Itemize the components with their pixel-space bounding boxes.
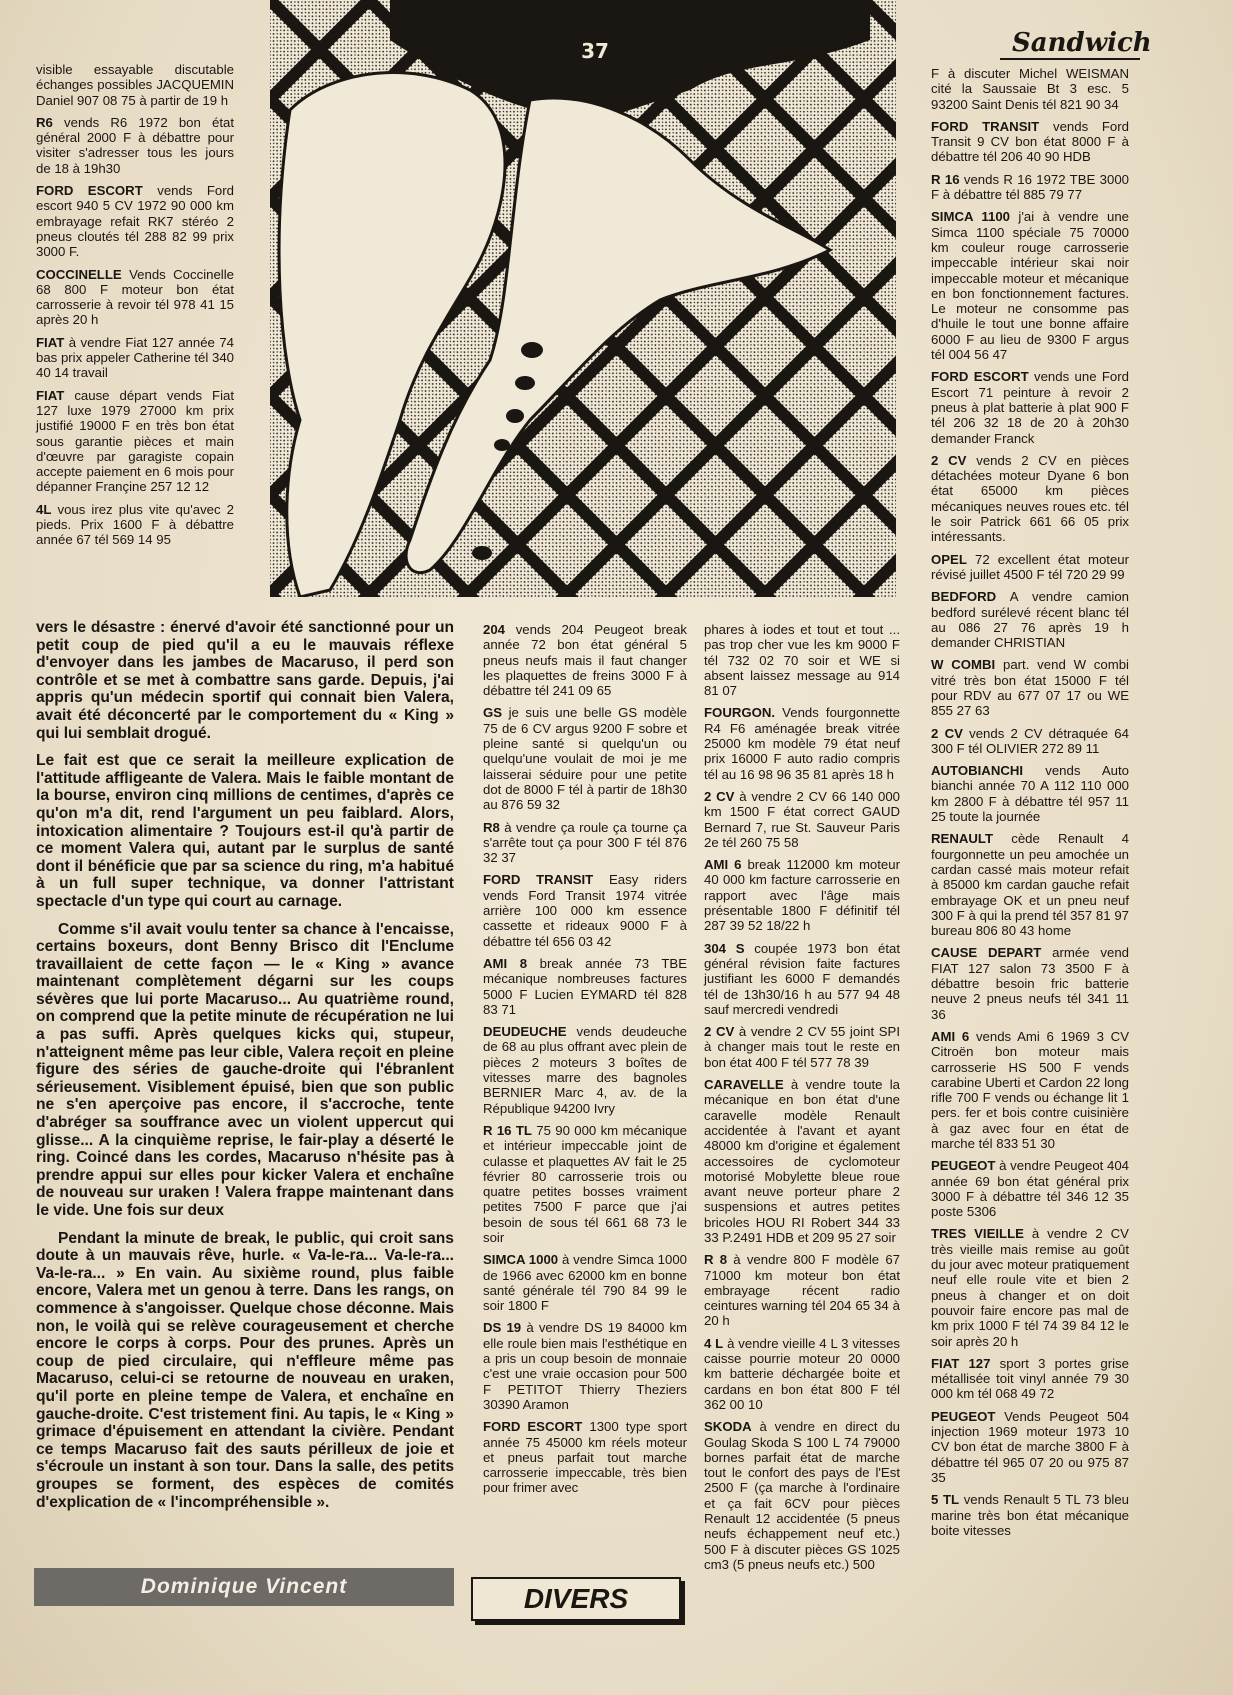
classified-ad-text: à vendre 800 F modèle 67 71000 km moteur bon état embrayage récent radio ceintures warning tél 204 65 34 à 20 h <box>704 1252 900 1329</box>
classified-ad-text: vends Ami 6 1969 3 CV Citroën bon moteur mais carrosserie HS 500 F vends carabine Uberti et Cardon 22 long rifle 700 F vends ou échange lit 1 pers. fer et bois contre cuisinière à gaz avec four en état de marche tél 833 51 30 <box>931 1028 1129 1151</box>
classified-ad <box>36 183 234 259</box>
classified-ad <box>704 622 900 698</box>
classified-ad-heading: 304 S <box>704 940 745 956</box>
classified-ad-text: phares à iodes et tout et tout ... pas trop cher vue les km 9000 F tél 732 02 70 soir et WE si absent laissez message au 914 81 07 <box>704 622 900 699</box>
classified-ad <box>36 388 234 495</box>
classified-ad-heading: DS 19 <box>483 1320 522 1336</box>
classified-ad-heading: FOURGON. <box>704 705 776 721</box>
classified-ad-heading: AUTOBIANCHI <box>931 763 1024 779</box>
classified-ad-text: vends Ford Transit 9 CV bon état 8000 F à débattre tél 206 40 90 HDB <box>931 118 1129 165</box>
classified-ad-heading: FIAT <box>36 387 65 403</box>
classified-ad-text: vends une Ford Escort 71 peinture à revoir 2 pneus à plat batterie à plat 900 F tél 206 32 18 de 20 à 20h30 demander Franck <box>931 369 1129 446</box>
classifieds-column-4 <box>704 622 900 1579</box>
classified-ad-text: vends 2 CV détraquée 64 300 F tél OLIVIER 272 89 11 <box>931 725 1129 756</box>
classified-ad-heading: W COMBI <box>931 657 996 673</box>
classified-ad <box>931 209 1129 362</box>
classified-ad-heading: FORD ESCORT <box>931 369 1029 385</box>
classified-ad-heading: FORD TRANSIT <box>483 872 594 888</box>
classified-ad-heading: 4L <box>36 501 52 517</box>
classified-ad <box>931 1492 1129 1538</box>
classified-ad <box>36 502 234 548</box>
divers-section-heading: DIVERS <box>471 1577 681 1621</box>
classified-ad-text: à vendre 2 CV 55 joint SPI à changer mais tout le reste en bon état 400 F tél 577 78 39 <box>704 1024 900 1070</box>
article-paragraph: Le fait est que ce serait la meilleure explication de l'attitude affligeante de Valera. Mais le faible montant de la bourse, environ cinq millions de centimes, d'après ce qu'on m'a dit, rend l'argument un peu faiblard. Alors, intoxication alimentaire ? Toujours est-il qu'à partir de ce moment Valera qui, autant par le surplus de santé dont il bénéficie que par sa science du ring, m'a habitué à un full super technique, va donner l'attristant spectacle d'un type qui court au carnage. <box>36 752 454 910</box>
classifieds-column-5 <box>931 66 1129 1545</box>
classified-ad <box>931 589 1129 650</box>
classified-ad <box>36 115 234 176</box>
classified-ad-heading: 2 CV <box>704 788 735 804</box>
classified-ad-heading: AMI 6 <box>704 857 742 873</box>
classified-ad <box>931 1158 1129 1219</box>
classified-ad-heading: R6 <box>36 114 53 130</box>
classified-ad <box>931 763 1129 824</box>
classified-ad-text: à vendre Simca 1000 de 1966 avec 62000 km en bonne santé générale tél 790 84 99 le soir 1800 F <box>483 1252 688 1314</box>
toenail <box>521 342 543 358</box>
classified-ad-text: cède Renault 4 fourgonnette un peu amochée un cardan cassé mais moteur refait à 85000 km cardan gauche refait embrayage OK et un pneu neuf 300 F à qui la prend tél 357 81 97 bureau 806 80 43 home <box>931 831 1129 939</box>
classified-ad-heading: SKODA <box>704 1419 752 1435</box>
classified-ad-text: Vends Coccinelle 68 800 F moteur bon état carrosserie à revoir tél 978 41 15 après 20 h <box>36 266 234 328</box>
classified-ad-text: à vendre vieille 4 L 3 vitesses caisse pourrie moteur 20 0000 km batterie déchargée boite et cardans en bon état 800 F tél 362 00 10 <box>704 1335 900 1412</box>
toenail <box>515 376 535 390</box>
article-paragraph: Pendant la minute de break, le public, qui croit sans doute à un mauvais rêve, hurle. « Va-le-ra... Va-le-ra... Va-le-ra... » En vain. Au sixième round, plus faible encore, Valera met un genou à terre. Dans les rangs, on commence à s'angoisser. Quelque chose déconne. Mais non, le voilà qui se relève courageusement et cherche encore le corps à corps. Pour des prunes. Après un coup de pied circulaire, qui n'effleure même pas Macaruso, celui-ci se retourne de nouveau en uraken, qu'il porte en pleine tempe de Valera, et enchaîne en gauche-droite. C'est tristement fini. Au tapis, le « King » grimace d'épuisement en attendant la civière. Pendant ce temps Macaruso fait des sauts périlleux de joie et s'écroule un instant à son tour. Dans la salle, des petits groupes se forment, des espèces de comités d'explication de « l'incompréhensible ». <box>36 1229 454 1511</box>
classified-ad-text: Vends fourgonnette R4 F6 aménagée break vitrée 25000 km modèle 79 état neuf prix 16000 F auto radio compris tél au 16 98 96 35 81 après 18 h <box>704 705 900 782</box>
classified-ad-heading: AMI 8 <box>483 955 528 971</box>
classified-ad <box>931 726 1129 757</box>
classified-ad <box>483 622 687 698</box>
classified-ad-heading: 2 CV <box>704 1024 735 1040</box>
classified-ad-heading: 4 L <box>704 1335 724 1351</box>
classified-ad <box>931 945 1129 1021</box>
classified-ad <box>931 657 1129 718</box>
classified-ad <box>483 705 687 812</box>
classified-ad-text: cause départ vends Fiat 127 luxe 1979 27000 km prix justifié 19000 F en très bon état sous garantie pièces et main d'œuvre par garagiste copain accepte paiement en 6 mois pour dépanner Françine 257 12 12 <box>36 387 234 495</box>
classified-ad-heading: CAUSE DEPART <box>931 945 1042 961</box>
classified-ad-text: 72 excellent état moteur révisé juillet 4500 F tél 720 29 99 <box>931 551 1130 582</box>
article-paragraph: vers le désastre : énervé d'avoir été sanctionné pour un petit coup de pied qu'il a eu le mauvais réflexe d'envoyer dans les jambes de Macaruso, il perd son contrôle et se met à combattre sans garde. Depuis, j'ai appris qu'un médecin sportif qui connait bien Valera, avait été déconcerté par le comportement du « King » qui lui semblait drogué. <box>36 619 454 742</box>
classified-ad-heading: 2 CV <box>931 725 963 741</box>
classified-ad <box>483 1252 687 1313</box>
classified-ad <box>483 1320 687 1412</box>
classified-ad <box>483 1419 687 1495</box>
classifieds-column-1 <box>36 62 234 555</box>
classified-ad <box>704 1024 900 1070</box>
author-byline: Dominique Vincent <box>34 1568 454 1606</box>
classified-ad-heading: TRES VIEILLE <box>931 1226 1024 1242</box>
classified-ad-text: vends Renault 5 TL 73 bleu marine très bon état mécanique boite vitesses <box>931 1492 1130 1538</box>
classified-ad-heading: 5 TL <box>931 1492 960 1508</box>
classified-ad <box>704 789 900 850</box>
classified-ad-text: vous irez plus vite qu'avec 2 pieds. Prix 1600 F à débattre année 67 tél 569 14 95 <box>36 501 235 548</box>
classified-ad <box>36 62 234 108</box>
classified-ad-heading: R 8 <box>704 1252 728 1268</box>
classified-ad-text: vends R 16 1972 TBE 3000 F à débattre tél 885 79 77 <box>931 171 1129 203</box>
classified-ad <box>931 119 1129 165</box>
classified-ad-heading: R 16 <box>931 171 960 187</box>
classified-ad-heading: FORD TRANSIT <box>931 118 1040 134</box>
classified-ad-text: je suis une belle GS modèle 75 de 6 CV argus 9200 F sobre et pleine santé si quelqu'un ou quelqu'une voulait de moi je me laisserai séduire pour une petite dot de 8000 F tél à partir de 18h30 au 876 59 32 <box>483 705 687 813</box>
classified-ad <box>483 872 687 948</box>
classified-ad <box>704 941 900 1017</box>
classified-ad-text: visible essayable discutable échanges possibles JACQUEMIN Daniel 907 08 75 à partir de 19 h <box>36 62 234 108</box>
classified-ad-heading: SIMCA 1000 <box>483 1252 559 1268</box>
classified-ad <box>931 831 1129 938</box>
classified-ad-text: part. vend W combi vitré très bon état 15000 F tél pour RDV au 677 07 17 ou WE 855 27 63 <box>931 657 1129 719</box>
classified-ad <box>931 1029 1129 1151</box>
classified-ad-heading: 2 CV <box>931 452 967 468</box>
classified-ad-heading: FORD ESCORT <box>483 1419 583 1435</box>
classified-ad <box>931 1356 1129 1402</box>
classifieds-column-3 <box>483 622 687 1503</box>
classified-ad-text: 75 90 000 km mécanique et intérieur impeccable joint de culasse et plaquettes AV fait le 25 février 80 carrosserie trois ou quatre petites bosses vraiment petites 7500 F parce que j'ai besoin de sous tél 661 68 73 le soir <box>483 1122 687 1245</box>
classified-ad-heading: R8 <box>483 819 500 835</box>
classified-ad <box>931 369 1129 445</box>
classified-ad-text: vends 204 Peugeot break année 72 bon état général 5 pneus neufs mais il faut changer les plaquettes de freins 3000 F à débattre tél 241 09 65 <box>483 622 687 699</box>
classified-ad-text: à vendre en direct du Goulag Skoda S 100 L 74 79000 bornes parfait état de marche tout le confort des pays de l'Est 2500 F (ça marche à l'ordinaire et ça fait 6CV pour pièces Renault 12 accidentée (5 pneus neufs échappement neuf etc.) 500 F à discuter pièces GS 1025 cm3 (5 pneus neufs etc.) 500 <box>704 1419 900 1572</box>
classified-ad-text: à vendre 2 CV 66 140 000 km 1500 F état correct GAUD Bernard 7, rue St. Sauveur Paris 2e tél 260 75 58 <box>704 788 900 850</box>
classified-ad-text: vends R6 1972 bon état général 2000 F à débattre pour visiter s'adresser tous les jours de 18 à 19h30 <box>36 114 234 176</box>
classified-ad <box>704 1336 900 1412</box>
toenail <box>506 409 524 423</box>
article-body <box>36 619 454 1521</box>
classified-ad <box>483 1123 687 1245</box>
classified-ad-text: Vends Peugeot 504 injection 1969 moteur 1973 10 CV bon état de marche 3800 F à débattre tél 965 07 20 ou 975 87 35 <box>931 1408 1129 1485</box>
classified-ad-heading: SIMCA 1100 <box>931 209 1011 225</box>
classified-ad-heading: COCCINELLE <box>36 266 122 282</box>
classified-ad-heading: OPEL <box>931 551 967 567</box>
classified-ad-text: j'ai à vendre une Simca 1100 spéciale 75 70000 km couleur rouge carrosserie impeccable intérieur skai noir impeccable moteur et mécanique en bon fonctionnement factures. Le moteur ne consomme pas d'huile le tout une bonne affaire 6000 F au lieu de 9300 F argus tél 004 56 47 <box>931 209 1129 363</box>
classified-ad <box>931 1409 1129 1485</box>
classified-ad-heading: RENAULT <box>931 831 994 847</box>
classified-ad <box>931 552 1129 583</box>
section-tag-underline <box>1000 58 1140 60</box>
illustration-foot-on-tiles <box>270 0 896 597</box>
classified-ad <box>931 453 1129 545</box>
classified-ad-heading: FIAT 127 <box>931 1355 991 1371</box>
classified-ad <box>931 172 1129 203</box>
classified-ad <box>704 1419 900 1572</box>
classified-ad-text: F à discuter Michel WEISMAN cité la Saussaie Bt 3 esc. 5 93200 Saint Denis tél 821 90 34 <box>931 66 1129 112</box>
classified-ad <box>704 705 900 781</box>
page-number: 37 <box>575 36 615 66</box>
classified-ad-text: à vendre toute la mécanique en bon état d'une caravelle modèle Renault accidentée à l'avant et ayant 48000 km d'origine et également accessoires de cyclomoteur motorisé Mobylette bleue roue avant neuve porteur phare 2 suspensions et autres petites bricoles HOU RI Robert 344 33 33 P.2491 HDB et 209 95 27 soir <box>704 1077 900 1245</box>
classified-ad-text: à vendre Fiat 127 année 74 bas prix appeler Catherine tél 340 40 14 travail <box>36 334 234 381</box>
classified-ad-text: A vendre camion bedford surélevé récent blanc tél au 086 27 76 après 19 h demander CHRISTIAN <box>931 589 1130 651</box>
classified-ad <box>483 820 687 866</box>
classified-ad <box>704 1252 900 1328</box>
article-paragraph: Comme s'il avait voulu tenter sa chance à l'encaisse, certains boxeurs, dont Benny Brisco dit l'Enclume travaillaient de cette façon — le « King » avance maintenant complètement dégarni sur les coups sévères que lui porte Macaruso... Au quatrième round, on comprend que la petite minute de récupération ne lui a pas suffi. Après quelques kicks qui, stupeur, n'atteignent même pas leur cible, Valera reçoit en pleine figure des séries de gauche-droite qui l'ébranlent sérieusement. Visiblement épuisé, bien que son public ne s'en aperçoive pas encore, il s'accroche, tente d'abréger sa souffrance avec un violent uppercut qui glisse... A la cinquième reprise, le fair-play a déserté le ring. Coincé dans les cordes, Macaruso n'hésite pas à prendre appui sur elles pour kicker Valera et enchaîne de nouveau sur uraken ! Valera frappe maintenant dans le vide. Une fois sur deux <box>36 920 454 1219</box>
classified-ad-text: break 112000 km moteur 40 000 km facture carrosserie en rapport avec l'âge mais présentable 1800 F définitif tél 287 39 52 18/22 h <box>704 857 900 934</box>
classified-ad-text: armée vend FIAT 127 salon 73 3500 F à débattre besoin fric batterie neuve 2 pneus neufs tél 341 11 36 <box>931 945 1129 1022</box>
classified-ad-text: à vendre 2 CV très vieille mais remise au goût du jour avec moteur pratiquement neuf elle roule vite et bien 2 pneus à changer et on doit pouvoir faire encore pas mal de km prix 1000 F tél 74 39 84 12 le soir après 20 h <box>931 1226 1129 1349</box>
classified-ad <box>931 1226 1129 1348</box>
classified-ad <box>931 66 1129 112</box>
classified-ad-text: à vendre ça roule ça tourne ça s'arrête tout ça pour 300 F tél 876 32 37 <box>483 819 687 866</box>
classified-ad-heading: AMI 6 <box>931 1028 970 1044</box>
classified-ad-heading: PEUGEOT <box>931 1158 996 1174</box>
classified-ad-text: à vendre DS 19 84000 km elle roule bien mais l'esthétique en a pris un coup besoin de monnaie c'est une vraie occasion pour 500 F PETITOT Thierry Theziers 30390 Aramon <box>483 1320 688 1412</box>
classified-ad <box>36 267 234 328</box>
classified-ad-heading: GS <box>483 705 503 721</box>
classified-ad-text: break année 73 TBE mécanique nombreuses factures 5000 F Lucien EYMARD tél 828 83 71 <box>483 955 688 1017</box>
classified-ad <box>483 1024 687 1116</box>
classified-ad-heading: DEUDEUCHE <box>483 1024 567 1040</box>
classified-ad-heading: FORD ESCORT <box>36 183 143 199</box>
classified-ad-heading: BEDFORD <box>931 589 997 605</box>
classified-ad-text: 1300 type sport année 75 45000 km réels moteur et pneus parfait tout marche carrosserie impeccable, très bien pour frimer avec <box>483 1419 687 1496</box>
classified-ad-text: vends deudeuche de 68 au plus offrant avec plein de pièces 2 moteurs 3 boîtes de vitesses marre des bagnoles BERNIER Marc 4, av. de la République 94200 Ivry <box>483 1024 687 1116</box>
classified-ad-heading: CARAVELLE <box>704 1077 784 1093</box>
classified-ad-text: sport 3 portes grise métallisée toit vinyl année 79 30 000 km tél 068 49 72 <box>931 1355 1129 1402</box>
section-tag: Sandwich <box>1012 28 1152 58</box>
toenail <box>472 546 492 560</box>
classified-ad-text: vends 2 CV en pièces détachées moteur Dyane 6 bon état 65000 km pièces mécaniques neuves roues etc. tél le soir Patrick 661 66 05 prix intéressants. <box>931 452 1129 545</box>
classified-ad-heading: 204 <box>483 622 506 637</box>
classified-ad-heading: PEUGEOT <box>931 1408 996 1424</box>
classified-ad-text: à vendre Peugeot 404 année 69 bon état général prix 3000 F à débattre tél 346 12 35 poste 5306 <box>931 1158 1129 1220</box>
classified-ad-text: vends Auto bianchi année 70 A 112 110 000 km 2800 F à débattre tél 957 11 25 toute la journée <box>931 763 1129 825</box>
classified-ad-text: vends Ford escort 940 5 CV 1972 90 000 km embrayage refait RK7 stéréo 2 pneus cloutés tél 288 82 99 prix 3000 F. <box>36 183 234 260</box>
classified-ad <box>36 335 234 381</box>
toenail <box>494 439 510 451</box>
classified-ad <box>704 857 900 933</box>
classified-ad <box>483 956 687 1017</box>
classified-ad-heading: R 16 TL <box>483 1122 532 1138</box>
classified-ad-text: coupée 1973 bon état général révision faite factures justifiant les 6000 F demandés tél de 13h30/16 h au 577 94 48 sauf mercredi vendredi <box>704 940 901 1017</box>
classified-ad-text: Easy riders vends Ford Transit 1974 vitrée arrière 100 000 km essence cassette et rideaux 9000 F à débattre tél 656 03 42 <box>483 872 687 949</box>
classified-ad-heading: FIAT <box>36 334 65 350</box>
classified-ad <box>704 1077 900 1245</box>
